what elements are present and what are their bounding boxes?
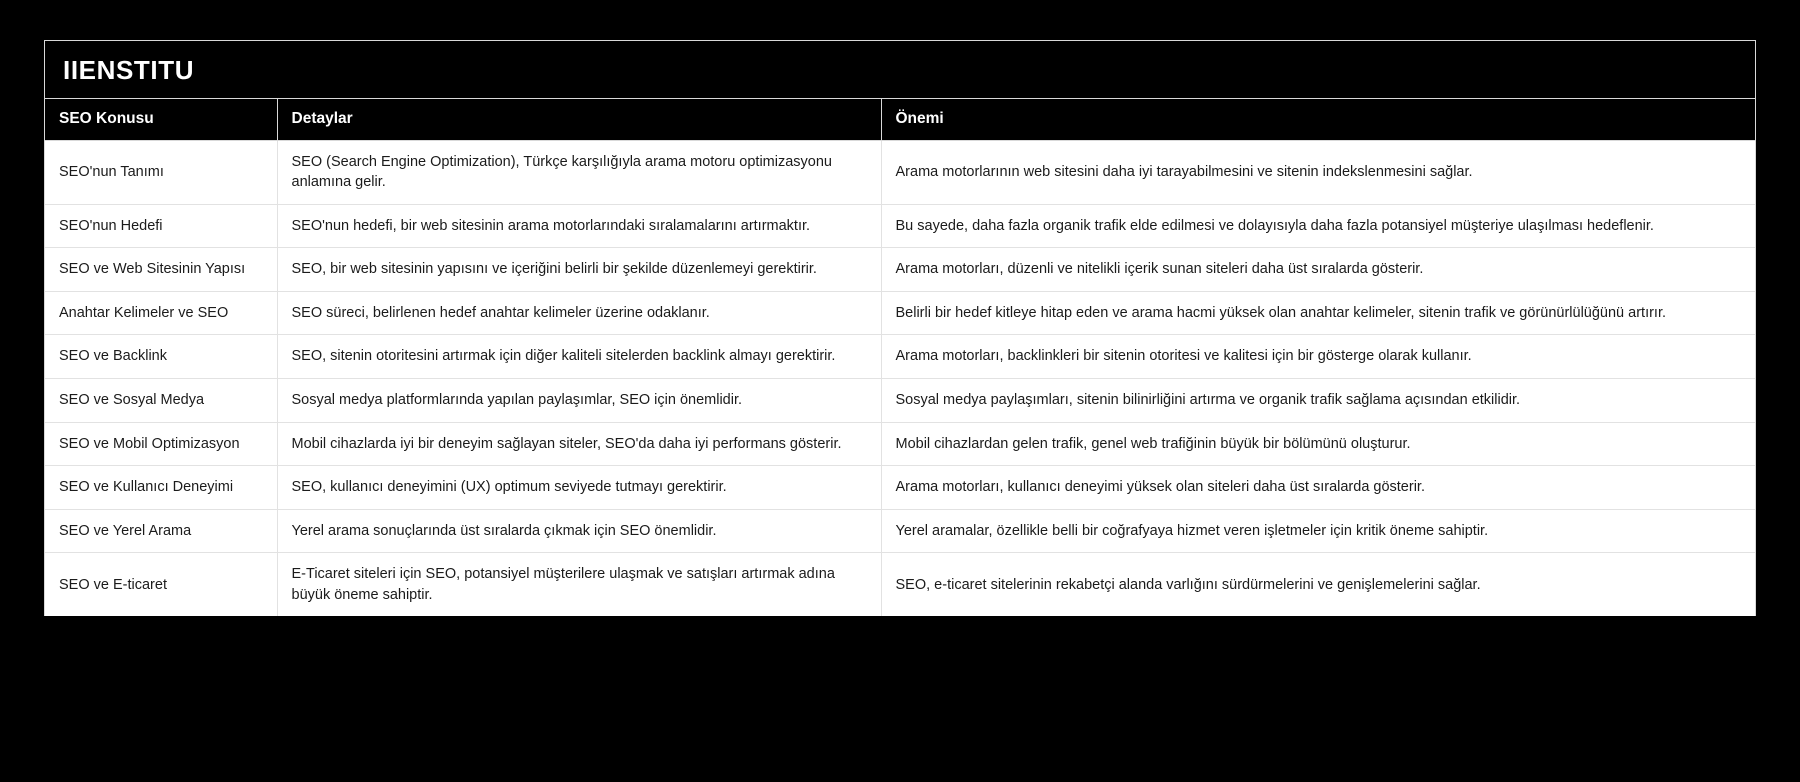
table-row bbox=[45, 335, 1755, 379]
table-header-row bbox=[45, 99, 1755, 140]
table-cell-importance: Arama motorları, kullanıcı deneyimi yüksek olan siteleri daha üst sıralarda gösterir. bbox=[881, 466, 1755, 510]
table-cell-importance: Belirli bir hedef kitleye hitap eden ve arama hacmi yüksek olan anahtar kelimeler, sitenin trafik ve görünürlülüğünü artırır. bbox=[881, 291, 1755, 335]
table-cell-topic: SEO ve Sosyal Medya bbox=[45, 378, 277, 422]
table-cell-detail: SEO, kullanıcı deneyimini (UX) optimum seviyede tutmayı gerektirir. bbox=[277, 466, 881, 510]
table-cell-topic: SEO ve E-ticaret bbox=[45, 553, 277, 617]
brand-title: IIENSTITU bbox=[63, 54, 195, 85]
table-cell-detail: SEO süreci, belirlenen hedef anahtar kelimeler üzerine odaklanır. bbox=[277, 291, 881, 335]
column-header-import: Önemi bbox=[881, 99, 1755, 140]
table-cell-importance: Mobil cihazlardan gelen trafik, genel web trafiğinin büyük bir bölümünü oluşturur. bbox=[881, 422, 1755, 466]
table-cell-importance: Arama motorları, düzenli ve nitelikli içerik sunan siteleri daha üst sıralarda gösterir. bbox=[881, 248, 1755, 292]
table-body bbox=[45, 140, 1755, 616]
table-cell-importance: Arama motorlarının web sitesini daha iyi tarayabilmesini ve sitenin indekslenmesini sağlar. bbox=[881, 140, 1755, 204]
table-row bbox=[45, 466, 1755, 510]
table-cell-detail: SEO, sitenin otoritesini artırmak için diğer kaliteli sitelerden backlink almayı gerektirir. bbox=[277, 335, 881, 379]
table-cell-detail: Mobil cihazlarda iyi bir deneyim sağlayan siteler, SEO'da daha iyi performans gösterir. bbox=[277, 422, 881, 466]
seo-table bbox=[45, 99, 1755, 616]
table-cell-detail: E-Ticaret siteleri için SEO, potansiyel müşterilere ulaşmak ve satışları artırmak adına büyük öneme sahiptir. bbox=[277, 553, 881, 617]
table-row bbox=[45, 509, 1755, 553]
title-band bbox=[45, 41, 1755, 99]
table-cell-topic: SEO ve Yerel Arama bbox=[45, 509, 277, 553]
table-card bbox=[44, 40, 1756, 616]
table-head bbox=[45, 99, 1755, 140]
table-cell-topic: SEO ve Kullanıcı Deneyimi bbox=[45, 466, 277, 510]
table-cell-topic: SEO ve Web Sitesinin Yapısı bbox=[45, 248, 277, 292]
table-cell-topic: SEO'nun Tanımı bbox=[45, 140, 277, 204]
table-cell-topic: Anahtar Kelimeler ve SEO bbox=[45, 291, 277, 335]
table-cell-topic: SEO ve Backlink bbox=[45, 335, 277, 379]
table-cell-importance: Yerel aramalar, özellikle belli bir coğrafyaya hizmet veren işletmeler için kritik öneme sahiptir. bbox=[881, 509, 1755, 553]
table-row bbox=[45, 140, 1755, 204]
table-cell-detail: Yerel arama sonuçlarında üst sıralarda çıkmak için SEO önemlidir. bbox=[277, 509, 881, 553]
table-cell-importance: Arama motorları, backlinkleri bir sitenin otoritesi ve kalitesi için bir gösterge olarak kullanır. bbox=[881, 335, 1755, 379]
table-cell-detail: SEO (Search Engine Optimization), Türkçe karşılığıyla arama motoru optimizasyonu anlamına gelir. bbox=[277, 140, 881, 204]
table-row bbox=[45, 291, 1755, 335]
table-cell-topic: SEO ve Mobil Optimizasyon bbox=[45, 422, 277, 466]
table-row bbox=[45, 422, 1755, 466]
table-row bbox=[45, 378, 1755, 422]
table-row bbox=[45, 553, 1755, 617]
table-row bbox=[45, 204, 1755, 248]
table-row bbox=[45, 248, 1755, 292]
table-cell-detail: Sosyal medya platformlarında yapılan paylaşımlar, SEO için önemlidir. bbox=[277, 378, 881, 422]
table-cell-detail: SEO, bir web sitesinin yapısını ve içeriğini belirli bir şekilde düzenlemeyi gerektirir. bbox=[277, 248, 881, 292]
column-header-detail: Detaylar bbox=[277, 99, 881, 140]
table-cell-topic: SEO'nun Hedefi bbox=[45, 204, 277, 248]
table-cell-detail: SEO'nun hedefi, bir web sitesinin arama motorlarındaki sıralamalarını artırmaktır. bbox=[277, 204, 881, 248]
column-header-topic: SEO Konusu bbox=[45, 99, 277, 140]
table-cell-importance: Sosyal medya paylaşımları, sitenin bilinirliğini artırma ve organik trafik sağlama açısından etkilidir. bbox=[881, 378, 1755, 422]
table-cell-importance: Bu sayede, daha fazla organik trafik elde edilmesi ve dolayısıyla daha fazla potansiyel müşteriye ulaşılması hedeflenir. bbox=[881, 204, 1755, 248]
table-cell-importance: SEO, e-ticaret sitelerinin rekabetçi alanda varlığını sürdürmelerini ve genişlemelerini sağlar. bbox=[881, 553, 1755, 617]
